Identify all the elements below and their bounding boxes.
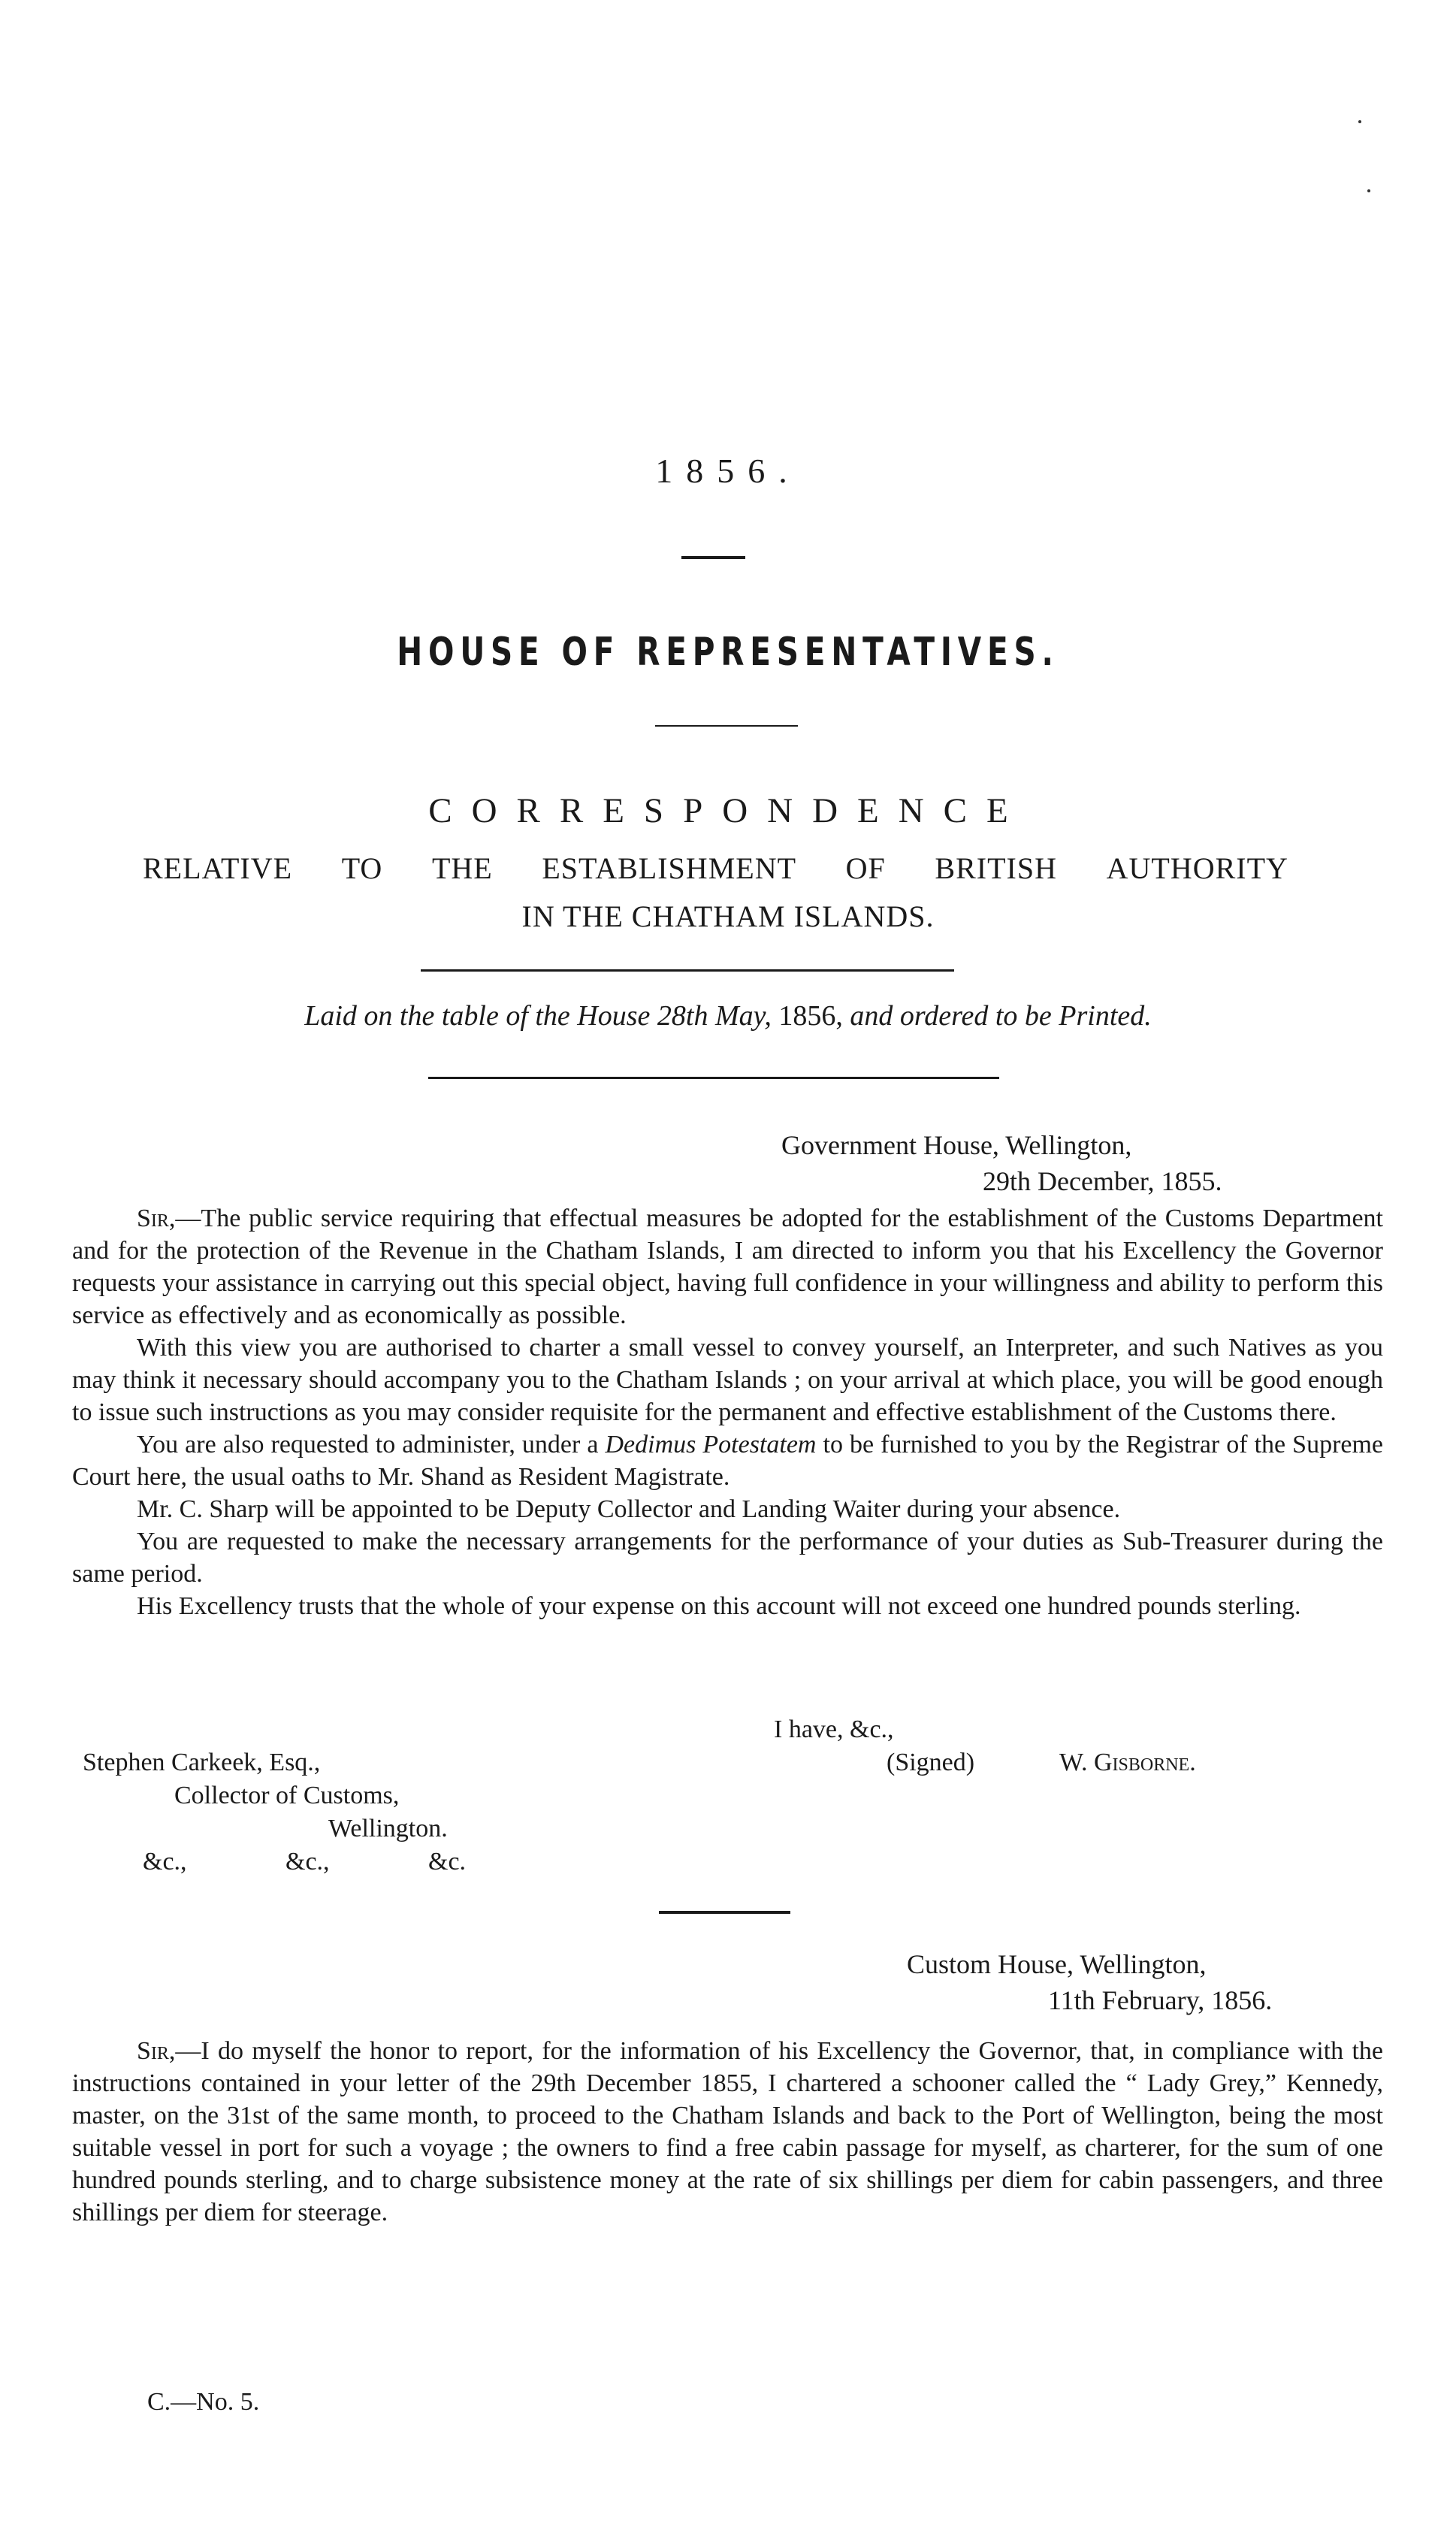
paragraph-text: You are also requested to administer, under a: [137, 1431, 599, 1458]
document-title: CORRESPONDENCE: [428, 791, 1028, 830]
rule-divider: [428, 1077, 999, 1079]
letter1-address: [781, 1127, 1352, 1199]
recipient-title: Collector of Customs,: [174, 1782, 400, 1809]
signer-name: Gisborne.: [1093, 1749, 1196, 1776]
laid-suffix: and ordered to be Printed.: [850, 1000, 1152, 1032]
letter1-date: 29th December, 1855.: [983, 1166, 1222, 1196]
letter1-closing: I have, &c.,: [774, 1715, 894, 1743]
letter1-address-line1: Government House, Wellington,: [781, 1130, 1132, 1160]
print-speck: [1358, 120, 1361, 123]
letter2-body: [72, 2035, 1383, 2229]
letter2-date: 11th February, 1856.: [1048, 1985, 1273, 2015]
paragraph-text: to be furnished to you by the Registrar of the Supreme Court here, the usual oaths to Mr. Shand as Resident Magistrate.: [72, 1431, 1384, 1491]
paragraph-text: I do myself the honor to report, for the information of his Excellency the Governor, that, in compliance with the instructions contained in your letter of the 29th December 1855, I chartered a schooner called the “ Lady Grey,” Kennedy, master, on the 31st of the same month, to proceed to the Chatham Islands and back to the Port of Wellington, being the most suitable vessel in port for such a voyage ; the owners to find a free cabin passage for myself, as charterer, for the sum of one hundred pounds sterling, and to charge subsistence money at the rate of six shillings per diem for cabin passengers, and three shillings per diem for steerage.: [72, 2037, 1383, 2226]
subtitle-word: BRITISH: [935, 851, 1057, 885]
subtitle-word: THE: [431, 851, 493, 885]
rule-divider: [655, 725, 798, 727]
letter2-address-line1: Custom House, Wellington,: [907, 1949, 1207, 1979]
signer-initial: W.: [1059, 1749, 1088, 1776]
house-title: HOUSE OF REPRESENTATIVES.: [397, 630, 1059, 675]
salutation: Sir,—: [137, 2037, 201, 2065]
letter1-paragraph-6: His Excellency trusts that the whole of your expense on this account will not exceed one hundred pounds sterling.: [137, 1592, 1301, 1620]
subtitle-word: RELATIVE: [143, 851, 293, 885]
letter1-signature: [1059, 1746, 1196, 1779]
letter2-paragraph-1: [72, 2035, 1383, 2229]
subtitle-word: OF: [845, 851, 886, 885]
letter1-signed-label: (Signed): [887, 1749, 975, 1776]
subtitle-word: TO: [341, 851, 383, 885]
laid-year: 1856,: [778, 1000, 843, 1032]
rule-divider: [659, 1911, 790, 1914]
subtitle-line-1: [143, 851, 1288, 886]
subtitle-word: ESTABLISHMENT: [542, 851, 797, 885]
year-heading: 1856.: [655, 452, 801, 490]
rule-divider: [681, 556, 745, 559]
letter1-paragraph-2: With this view you are authorised to charter a small vessel to convey yourself, an Interpreter, and such Natives as you may think it necessary should accompany you to the Chatham Islands ; on your arrival at which place, you will be good enough to issue such instructions as you may consider requisite for the permanent and effective establishment of the Customs there.: [72, 1334, 1383, 1426]
letter1-paragraph-1: [72, 1202, 1383, 1332]
recipient-name: Stephen Carkeek, Esq.,: [83, 1749, 321, 1776]
laid-on-table-note: [0, 999, 1456, 1032]
laid-prefix: Laid on the table of the House 28th May,: [304, 1000, 772, 1032]
letter1-paragraph-5: You are requested to make the necessary arrangements for the performance of your duties as Sub-Treasurer during the same period.: [72, 1528, 1383, 1588]
paragraph-text: The public service requiring that effectual measures be adopted for the establishment of the Customs Department and for the protection of the Revenue in the Chatham Islands, I am directed to inform you that his Excellency the Governor requests your assistance in carrying out this special object, having full confidence in your willingness and ability to perform this service as effectively and as economically as possible.: [72, 1205, 1383, 1329]
recipient-place: Wellington.: [328, 1815, 448, 1842]
latin-term: Dedimus Potestatem: [605, 1431, 817, 1458]
letter1-paragraph-4: Mr. C. Sharp will be appointed to be Deputy Collector and Landing Waiter during your absence.: [137, 1495, 1121, 1523]
print-speck: [1367, 189, 1370, 192]
letter1-paragraph-3: [72, 1428, 1383, 1493]
subtitle-word: AUTHORITY: [1106, 851, 1288, 885]
rule-divider: [421, 969, 954, 972]
etc-item: &c.,: [143, 1848, 187, 1876]
letter2-address: [907, 1946, 1433, 2018]
etc-item: &c.: [428, 1848, 467, 1876]
salutation: Sir,—: [137, 1205, 201, 1232]
letter1-body: [72, 1202, 1383, 1622]
etc-item: &c.,: [285, 1848, 330, 1876]
document-reference: C.—No. 5.: [147, 2388, 260, 2416]
subtitle-line-2: IN THE CHATHAM ISLANDS.: [521, 899, 935, 933]
